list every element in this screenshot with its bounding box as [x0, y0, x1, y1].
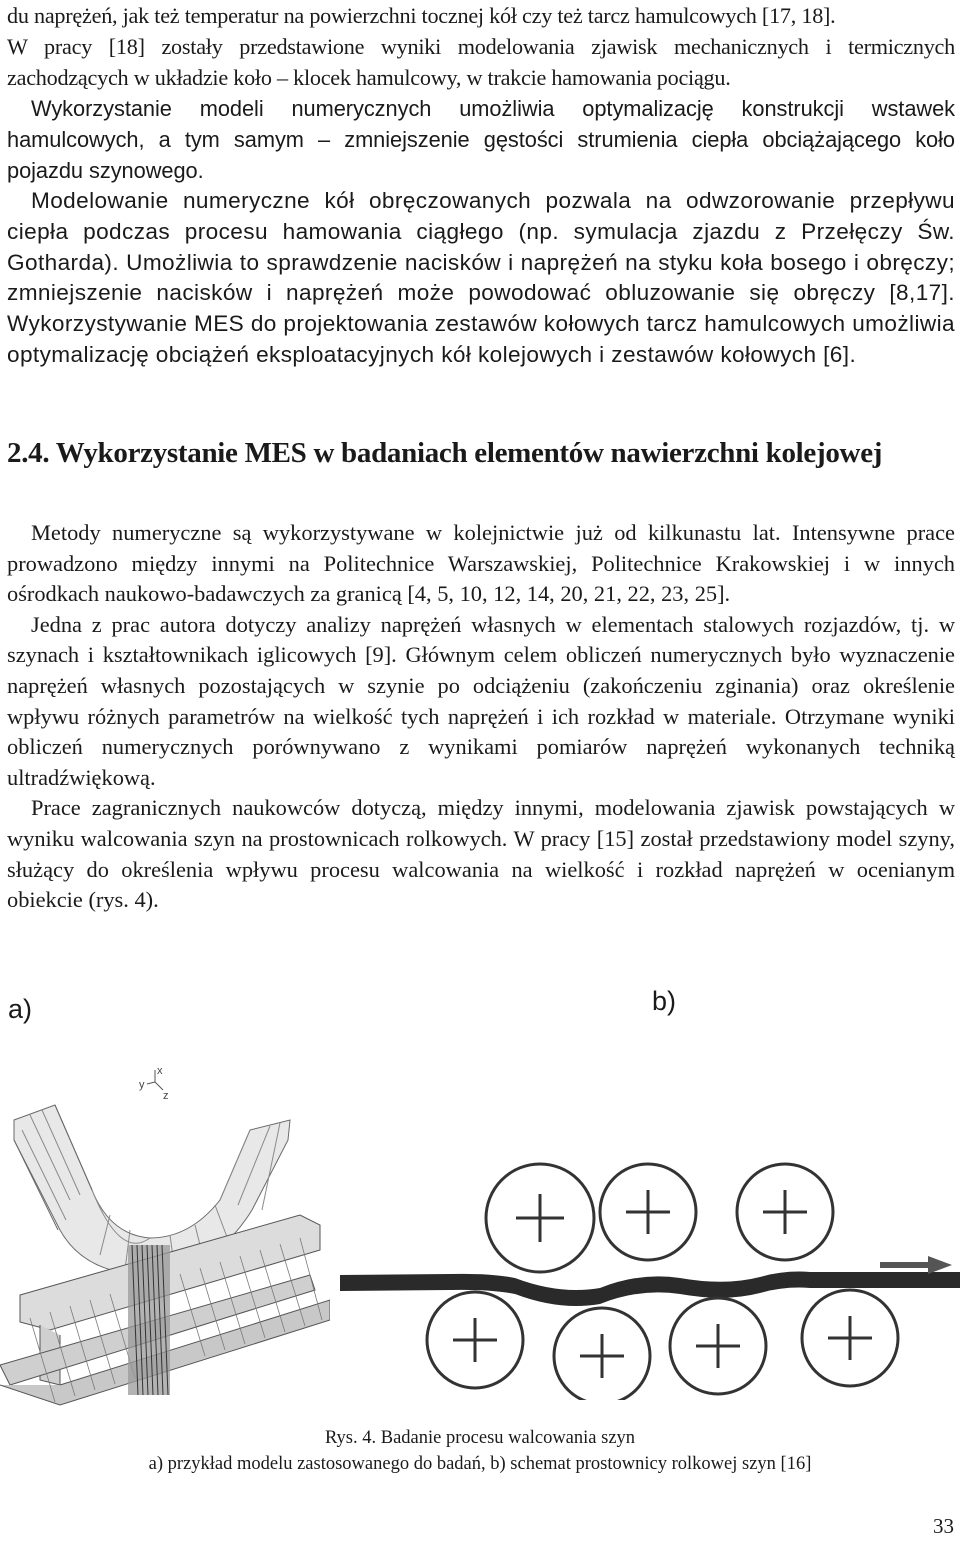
axis-x-label: x: [157, 1065, 163, 1077]
paragraph-tyred-wheels: Modelowanie numeryczne kół obręczowanych pozwala na odwzorowanie przepływu ciepła podczas procesu hamowania ciągłego (np. symulacja zjazdu z Przełęczy Św. Gotharda). Umożliwia to sprawdzenie nacisków i naprężeń na styku koła bosego i obręczy; zmniejszenie nacisków i naprężeń może powodować obluzowanie się obręczy [8,17]. Wykorzystywanie MES do projektowania zestawów kołowych tarcz hamulcowych umożliwia optymalizację obciążeń eksploatacyjnych kół kolejowych i zestawów kołowych [6].: [7, 188, 955, 367]
figure-label-a: a): [8, 994, 33, 1024]
intro-text-block: [7, 0, 955, 371]
figure-caption-text: a) przykład modelu zastosowanego do badań, b) schemat prostownicy rolkowej szyn [16]: [148, 1454, 812, 1474]
roller-plus-icon: [600, 1164, 696, 1260]
paragraph-continuation: du naprężeń, jak też temperatur na powierzchni tocznej kół czy też tarcz hamulcowych [17, 18].: [7, 3, 836, 28]
axis-z-label: z: [163, 1090, 169, 1102]
upper-rollers: [486, 1164, 833, 1272]
paragraph-author-work: Jedna z prac autora dotyczy analizy naprężeń własnych w elementach stalowych rozjazdów, tj. w szynach i kształtownikach iglicowych [9]. Głównym celem obliczeń numerycznych było wyznaczenie naprężeń własnych pozostających w szynie po odciążeniu (zakończeniu zginania) oraz określenie wpływu różnych parametrów na wielkość tych naprężeń i ich rozkład w materiale. Otrzymane wyniki obliczeń numerycznych porównywano z wynikami pomiarów naprężeń wykonanych techniką ultradźwiękową.: [7, 611, 955, 790]
section-heading: 2.4. Wykorzystanie MES w badaniach elementów nawierzchni kolejowej: [7, 437, 883, 469]
paragraph-brake-inserts: Wykorzystanie modeli numerycznych umożliwia optymalizację konstrukcji wstawek hamulcowych, a tym samym – zmniejszenie gęstości strumienia ciepła obciążającego koło pojazdu szynowego.: [7, 96, 955, 183]
axis-triad-icon: [139, 1065, 169, 1102]
roller-plus-icon: [737, 1164, 833, 1260]
contact-zone-dense-mesh: [128, 1245, 170, 1395]
direction-arrow-icon: [880, 1256, 952, 1274]
axis-y-label: y: [139, 1079, 145, 1091]
page-number: 33: [933, 1514, 954, 1538]
figure-b-roller-straightener: [340, 1160, 960, 1400]
roller-plus-icon: [670, 1298, 766, 1394]
paragraph-numerical-methods: Metody numeryczne są wykorzystywane w kolejnictwie już od kilkunastu lat. Intensywne prace prowadzono między innymi na Politechnice Warszawskiej, Politechnice Krakowskiej i w innych ośrodkach naukowo-badawczych za granicą [4, 5, 10, 12, 14, 20, 21, 22, 23, 25].: [7, 520, 955, 607]
section-text-block: [7, 518, 955, 916]
paragraph-brake-modeling: W pracy [18] zostały przedstawione wyniki modelowania zjawisk mechanicznych i termicznych zachodzących w układzie koło – klocek hamulcowy, w trakcie hamowania pociągu.: [7, 34, 955, 90]
figure-label-b: b): [652, 986, 677, 1016]
roller-plus-icon: [554, 1308, 650, 1400]
figure-a-fe-rail-model: [0, 1060, 330, 1420]
lower-rollers: [427, 1290, 898, 1400]
paragraph-foreign-work: Prace zagranicznych naukowców dotyczą, między innymi, modelowania zjawisk powstających w wyniku walcowania szyn na prostownicach rolkowych. W pracy [15] został przedstawiony model szyny, służący do określenia wpływu procesu walcowania na wielkość i rozkład naprężeń w ocenianym obiekcie (rys. 4).: [7, 795, 955, 913]
roller-plus-icon: [427, 1292, 523, 1388]
roller-plus-icon: [486, 1164, 594, 1272]
figure-caption-title: Rys. 4. Badanie procesu walcowania szyn: [324, 1428, 636, 1448]
roller-plus-icon: [802, 1290, 898, 1386]
